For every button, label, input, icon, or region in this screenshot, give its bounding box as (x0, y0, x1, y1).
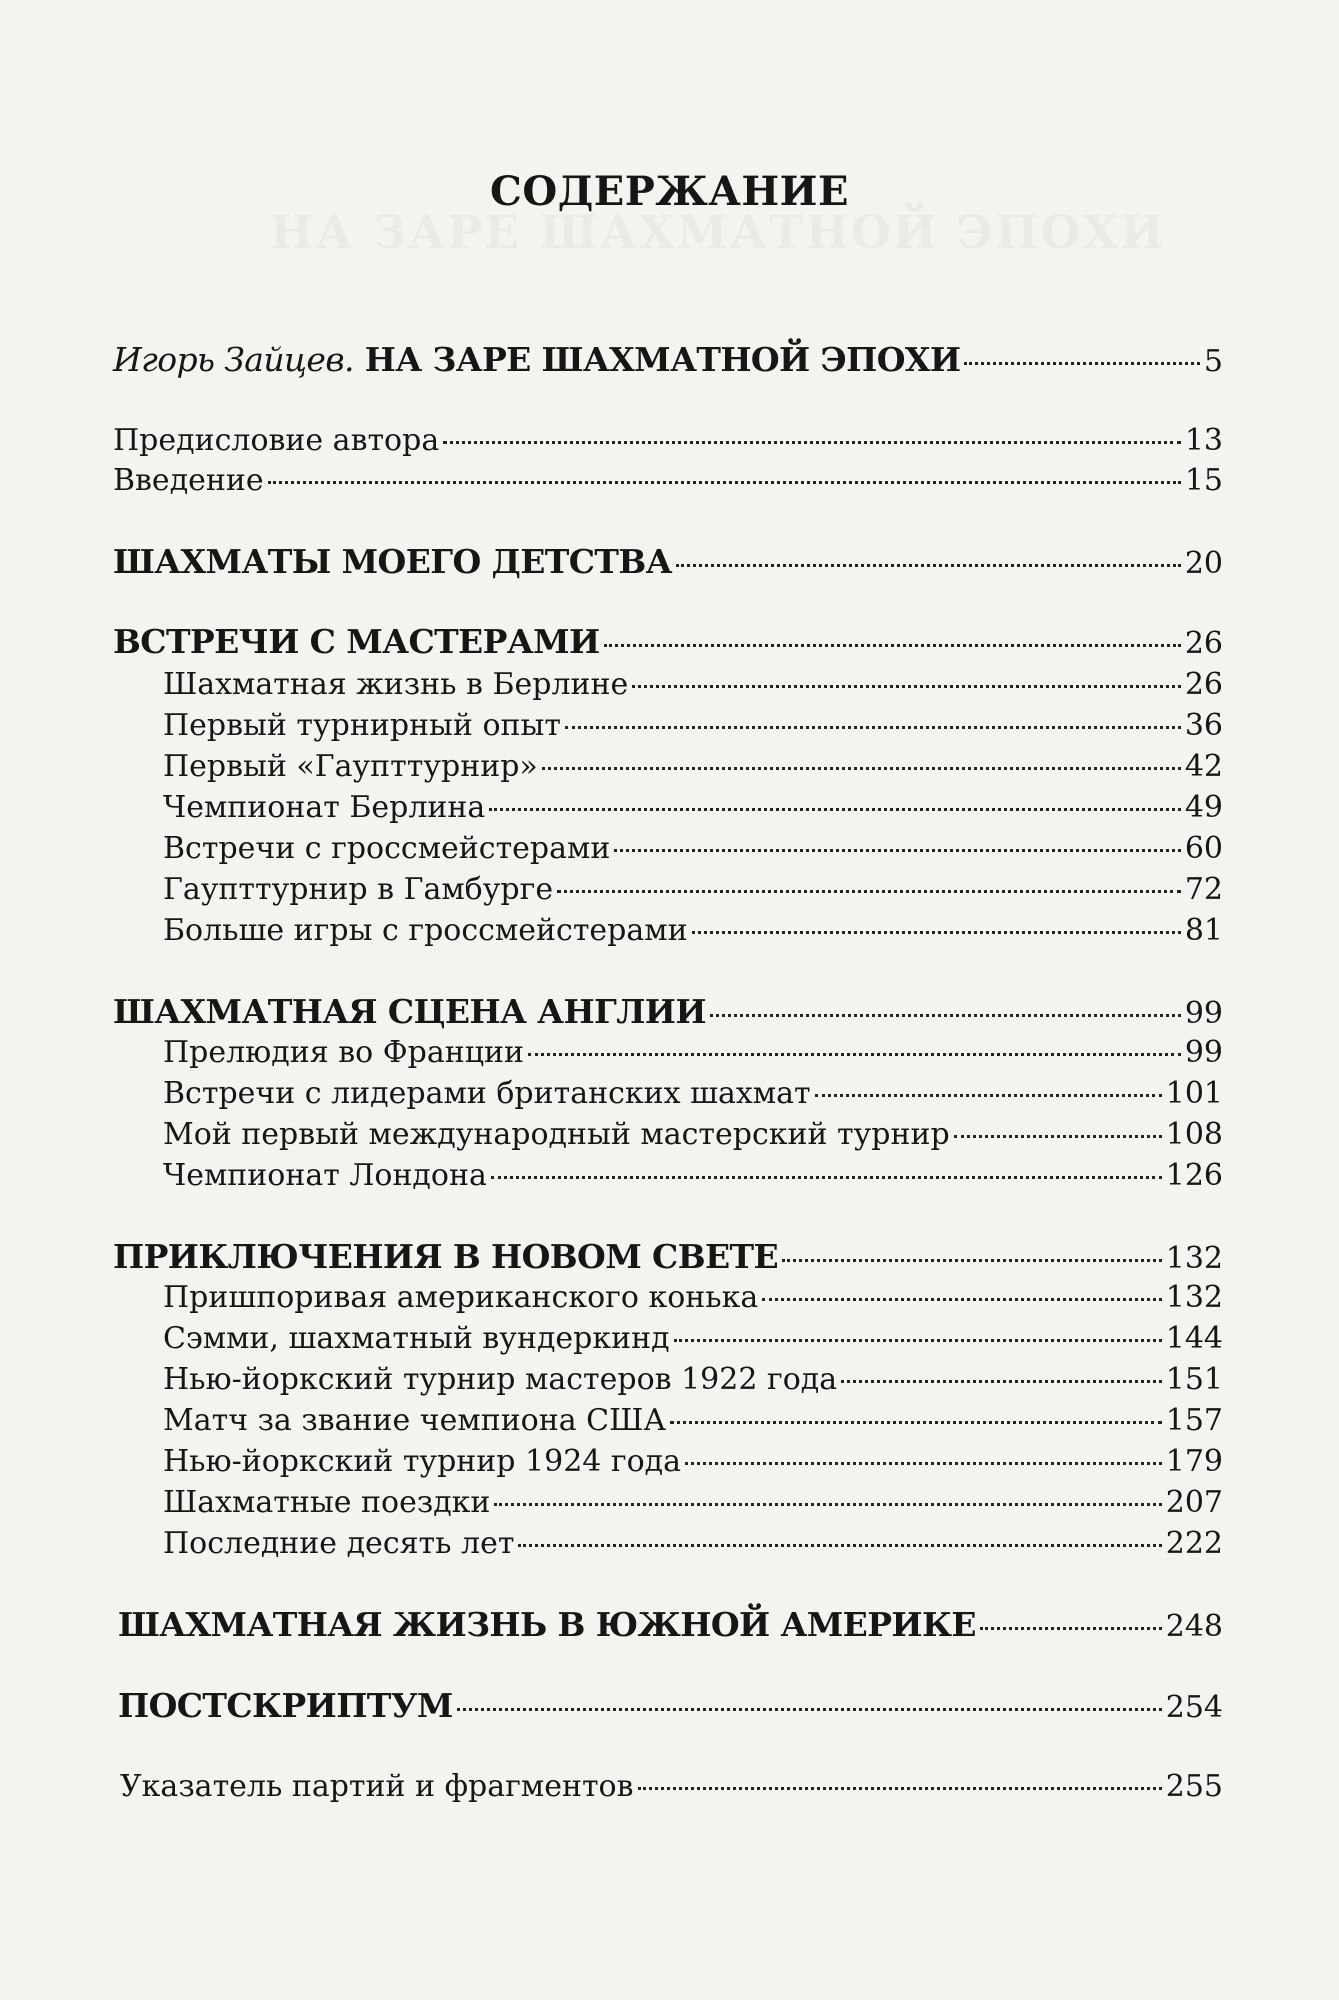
toc-entry-page: 101 (1165, 1076, 1223, 1111)
toc-entry (113, 461, 1223, 501)
toc-section (163, 1483, 1223, 1523)
leader-dots (528, 1053, 1181, 1056)
leader-dots (815, 1094, 1162, 1097)
toc-entry-foreword-zaitsev (113, 340, 1223, 380)
leader-dots (457, 1708, 1162, 1711)
page-title: СОДЕРЖАНИЕ (490, 168, 849, 215)
leader-dots (638, 1787, 1162, 1790)
toc-entry-label: ШАХМАТНАЯ ЖИЗНЬ В ЮЖНОЙ АМЕРИКЕ (118, 1605, 976, 1644)
toc-chapter (118, 1605, 1223, 1645)
toc-entry-label: Указатель партий и фрагментов (120, 1769, 634, 1804)
leader-dots (268, 481, 1181, 484)
toc-entry-page: 207 (1165, 1485, 1223, 1520)
leader-dots (762, 1298, 1161, 1301)
toc-entry-page: 81 (1184, 913, 1223, 948)
toc-entry-page: 99 (1184, 1035, 1223, 1070)
toc-entry-page: 254 (1165, 1690, 1223, 1725)
toc-entry-page: 20 (1184, 546, 1223, 581)
leader-dots (964, 362, 1199, 365)
toc-section (163, 1360, 1223, 1400)
toc-entry-label: Мой первый международный мастерский турнир (163, 1117, 950, 1152)
leader-dots (494, 1503, 1161, 1506)
leader-dots (692, 931, 1181, 934)
toc-section (163, 665, 1223, 705)
toc-section (163, 747, 1223, 787)
toc-entry-label: Встречи с гроссмейстерами (163, 831, 611, 866)
leader-dots (614, 849, 1180, 852)
toc-entry-page: 99 (1184, 996, 1223, 1031)
toc-entry-label: Больше игры с гроссмейстерами (163, 913, 688, 948)
toc-entry-page: 26 (1184, 667, 1223, 702)
toc-entry-page: 255 (1165, 1769, 1223, 1804)
leader-dots (782, 1259, 1162, 1262)
leader-dots (674, 1339, 1162, 1342)
toc-chapter (113, 542, 1223, 582)
leader-dots (565, 726, 1181, 729)
toc-chapter (113, 1237, 1223, 1277)
toc-entry-label: Нью-йоркский турнир мастеров 1922 года (163, 1362, 838, 1397)
leader-dots (557, 890, 1181, 893)
toc-entry-label: Прелюдия во Франции (163, 1035, 524, 1070)
toc-entry-page: 126 (1165, 1158, 1223, 1193)
toc-entry-label: Матч за звание чемпиона США (163, 1403, 667, 1438)
toc-entry-label: Чемпионат Лондона (163, 1158, 487, 1193)
toc-entry-page: 13 (1184, 423, 1223, 458)
toc-entry-page: 144 (1165, 1321, 1223, 1356)
toc-entry-label: Первый «Гаупттурнир» (163, 749, 538, 784)
toc-section (163, 829, 1223, 869)
toc-section (163, 1115, 1223, 1155)
toc-entry (120, 1767, 1223, 1807)
toc-section (163, 1524, 1223, 1564)
toc-section (163, 870, 1223, 910)
toc-entry-label: Сэмми, шахматный вундеркинд (163, 1321, 670, 1356)
leader-dots (841, 1380, 1162, 1383)
toc-section (163, 1401, 1223, 1441)
leader-dots (670, 1421, 1162, 1424)
leader-dots (632, 685, 1181, 688)
toc-section (163, 1442, 1223, 1482)
toc-section (163, 1278, 1223, 1318)
toc-section (163, 706, 1223, 746)
leader-dots (980, 1627, 1162, 1630)
leader-dots (489, 808, 1181, 811)
toc-entry-label: Шахматная жизнь в Берлине (163, 667, 629, 702)
toc-entry-label: Введение (113, 463, 264, 498)
toc-chapter (118, 1686, 1223, 1726)
toc-entry-label: ШАХМАТНАЯ СЦЕНА АНГЛИИ (113, 992, 706, 1031)
toc-section (163, 1074, 1223, 1114)
toc-chapter (113, 622, 1223, 662)
toc-entry-page: 248 (1165, 1609, 1223, 1644)
toc-entry-page: 49 (1184, 790, 1223, 825)
toc-entry-label: Шахматные поездки (163, 1485, 491, 1520)
toc-section (163, 788, 1223, 828)
toc-section (163, 1033, 1223, 1073)
toc-entry-label: ВСТРЕЧИ С МАСТЕРАМИ (113, 622, 600, 661)
toc-entry-page: 36 (1184, 708, 1223, 743)
leader-dots (710, 1014, 1181, 1017)
leader-dots (604, 644, 1181, 647)
toc-entry-author: Игорь Зайцев. (113, 340, 354, 379)
toc-entry-page: 157 (1165, 1403, 1223, 1438)
leader-dots (542, 767, 1181, 770)
leader-dots (685, 1462, 1162, 1465)
toc-entry-label: ШАХМАТЫ МОЕГО ДЕТСТВА (113, 542, 672, 581)
toc-entry-page: 72 (1184, 872, 1223, 907)
toc-entry-label: Предисловие автора (113, 423, 440, 458)
toc-entry-page: 179 (1165, 1444, 1223, 1479)
toc-entry-label: Чемпионат Берлина (163, 790, 486, 825)
toc-entry-label: Пришпоривая американского конька (163, 1280, 759, 1315)
leader-dots (954, 1135, 1162, 1138)
toc-entry-page: 151 (1165, 1362, 1223, 1397)
toc-entry-label: Нью-йоркский турнир 1924 года (163, 1444, 682, 1479)
toc-entry-page: 15 (1184, 463, 1223, 498)
toc-section (163, 911, 1223, 951)
toc-entry-page: 5 (1203, 344, 1223, 379)
toc-entry-label: Последние десять лет (163, 1526, 515, 1561)
leader-dots (491, 1176, 1162, 1179)
toc-entry (113, 421, 1223, 461)
leader-dots (518, 1544, 1161, 1547)
toc-entry-label: ПОСТСКРИПТУМ (118, 1686, 453, 1725)
toc-entry-label: ПРИКЛЮЧЕНИЯ В НОВОМ СВЕТЕ (113, 1237, 779, 1276)
toc-entry-page: 26 (1184, 626, 1223, 661)
leader-dots (443, 441, 1181, 444)
toc-entry-label: Встречи с лидерами британских шахмат (163, 1076, 811, 1111)
toc-entry-page: 132 (1165, 1280, 1223, 1315)
toc-section (163, 1156, 1223, 1196)
toc-entry-label: Игорь Зайцев. НА ЗАРЕ ШАХМАТНОЙ ЭПОХИ (113, 340, 961, 379)
toc-entry-page: 60 (1184, 831, 1223, 866)
toc-entry-page: 222 (1165, 1526, 1223, 1561)
toc-entry-label: Гаупттурнир в Гамбурге (163, 872, 554, 907)
toc-section (163, 1319, 1223, 1359)
toc-chapter (113, 992, 1223, 1032)
toc-entry-page: 42 (1184, 749, 1223, 784)
leader-dots (676, 564, 1181, 567)
toc-entry-label: Первый турнирный опыт (163, 708, 561, 743)
toc-entry-page: 132 (1165, 1241, 1223, 1276)
toc-entry-page: 108 (1165, 1117, 1223, 1152)
